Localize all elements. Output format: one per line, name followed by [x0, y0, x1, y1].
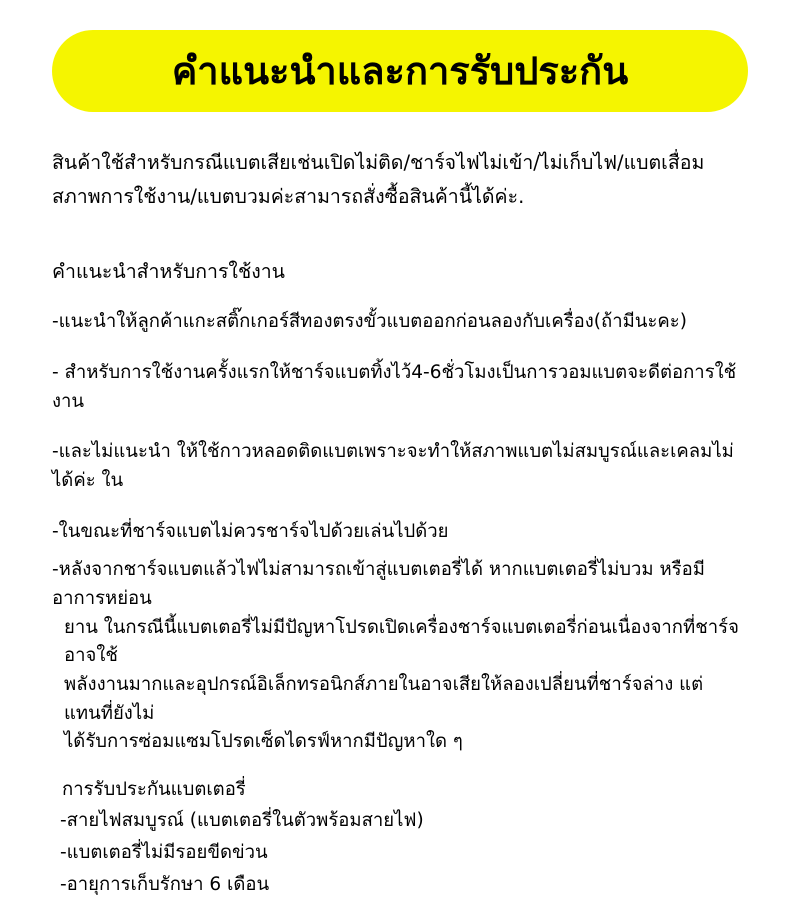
- long-bullet-line-2: ยาน ในกรณีนี้แบตเตอรี่ไม่มีปัญหาโปรดเปิดเครื่องชาร์จแบตเตอรี่ก่อนเนื่องจากที่ชาร์จอาจใช้: [64, 616, 739, 667]
- long-bullet-line-4: ได้รับการซ่อมแซมโปรดเซ็ดไดรฟ์หากมีปัญหาใด ๆ: [64, 731, 463, 753]
- list-item: -แบตเตอรี่ไม่มีรอยขีดข่วน: [60, 842, 268, 864]
- usage-instructions-heading: คำแนะนำสำหรับการใช้งาน: [52, 260, 285, 284]
- list-item: -สายไฟสมบูรณ์ (แบตเตอรี่ในตัวพร้อมสายไฟ): [60, 809, 424, 831]
- intro-paragraph: สินค้าใช้สำหรับกรณีแบตเสียเช่นเปิดไม่ติด/ชาร์จไฟไม่เข้า/ไม่เก็บไฟ/แบตเสื่อมสภาพการใช้งาน/แบตบวมค่ะสามารถสั่งซื้อสินค้านี้ได้ค่ะ.: [52, 151, 705, 208]
- long-bullet-line-3: พลังงานมากและอุปกรณ์อิเล็กทรอนิกส์ภายในอาจเสียให้ลองเปลี่ยนที่ชาร์จล่าง แต่แทนที่ยังไม่: [64, 674, 704, 724]
- list-item: - สำหรับการใช้งานครั้งแรกให้ชาร์จแบตทิ้งไว้4-6ชั่วโมงเป็นการวอมแบตจะดีต่อการใช้งาน: [52, 361, 737, 412]
- warranty-heading: การรับประกันแบตเตอรี่: [62, 779, 246, 801]
- list-item-long: [52, 556, 748, 757]
- page-title: คำแนะนำและการรับประกัน: [171, 49, 629, 93]
- list-item: -ในขณะที่ชาร์จแบตไม่ควรชาร์จไปด้วยเล่นไปด้วย: [52, 520, 449, 542]
- list-item: -และไม่แนะนำ ให้ใช้กาวหลอดติดแบตเพราะจะทำให้สภาพแบตไม่สมบูรณ์และเคลมไม่ได้ค่ะ ใน: [52, 441, 734, 491]
- long-bullet-line-1: -หลังจากชาร์จแบตแล้วไฟไม่สามารถเข้าสู่แบตเตอรี่ได้ หากแบตเตอรี่ไม่บวม หรือมีอาการหย่อน: [52, 559, 705, 610]
- product-description-page: [0, 30, 800, 896]
- usage-instructions-list: [52, 308, 748, 757]
- warranty-list: [52, 805, 748, 902]
- list-item: -แนะนำให้ลูกค้าแกะสติ๊กเกอร์สีทองตรงขั้วแบตออกก่อนลองกับเครื่อง(ถ้ามีนะคะ): [52, 311, 687, 333]
- title-banner: [52, 30, 748, 112]
- list-item: -อายุการเก็บรักษา 6 เดือน: [60, 874, 270, 896]
